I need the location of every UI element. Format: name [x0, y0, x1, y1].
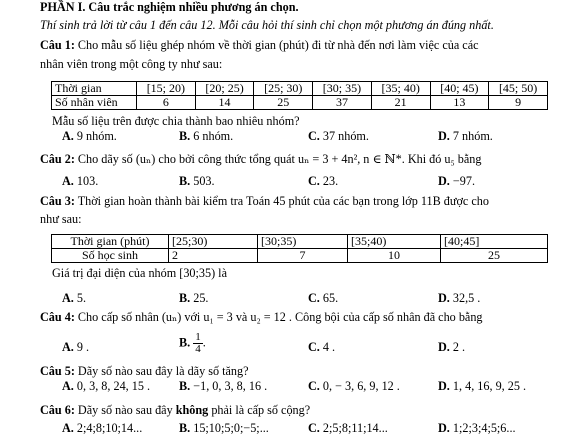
emphasis-not: không: [175, 403, 209, 417]
question-1: [40, 38, 479, 52]
question-1-text: Cho mẫu số liệu ghép nhóm về thời gian (phút) đi từ nhà đến nơi làm việc của các: [74, 38, 479, 52]
question-1-text-cont: nhân viên trong một công ty như sau:: [40, 57, 223, 71]
table-header-cell: Thời gian: [52, 82, 137, 96]
table-row: [52, 96, 548, 110]
option-c[interactable]: C. 2;5;8;11;14...: [308, 421, 388, 435]
option-d[interactable]: D. −97.: [438, 174, 476, 188]
table-cell: [35; 40): [371, 82, 430, 96]
instruction: Thí sinh trả lời từ câu 1 đến câu 12. Mỗi câu hỏi thí sinh chỉ chọn một phương án đúng nhất.: [40, 18, 494, 32]
table-row: [52, 235, 548, 249]
option-a[interactable]: A. 9 nhóm.: [62, 129, 117, 143]
question-5-text: Dãy số nào sau đây là dãy số tăng?: [74, 364, 249, 378]
table-cell: [20; 25): [195, 82, 254, 96]
table-header-cell: Số nhân viên: [52, 96, 137, 110]
option-d[interactable]: D. 7 nhóm.: [438, 129, 493, 143]
option-a[interactable]: A. 103.: [62, 174, 99, 188]
section-heading: PHẦN I. Câu trắc nghiệm nhiều phương án chọn.: [40, 0, 299, 14]
fraction: $\frac{1}{4}$: [195, 331, 201, 355]
option-b[interactable]: B. 25.: [179, 291, 209, 305]
option-a[interactable]: A. 2;4;8;10;14...: [62, 421, 143, 435]
table-cell: 14: [195, 96, 254, 110]
option-d[interactable]: D. 2 .: [438, 340, 466, 354]
question-2-text: Cho dãy số (uₙ) cho bởi công thức tổng quát uₙ = 3 + 4n², n ∈ ℕ*. Khi đó u₅ bằng: [74, 152, 482, 166]
table-cell: 25: [254, 96, 313, 110]
table-cell: 25: [441, 249, 548, 263]
table-cell: 13: [430, 96, 489, 110]
option-b[interactable]: B. 503.: [179, 174, 215, 188]
option-c[interactable]: C. 23.: [308, 174, 339, 188]
question-3: [40, 194, 489, 208]
table-cell: 9: [489, 96, 548, 110]
table-cell: [40; 45): [430, 82, 489, 96]
question-2: [40, 152, 482, 166]
table-cell: [15; 20): [137, 82, 196, 96]
question-4-label: Câu 4:: [40, 310, 75, 324]
table-cell: [30;35): [258, 235, 348, 249]
table-cell: 7: [258, 249, 348, 263]
question-3-label: Câu 3:: [40, 194, 75, 208]
question-3-table: [51, 234, 548, 263]
question-2-label: Câu 2:: [40, 152, 75, 166]
option-b[interactable]: B. $\frac{1}{4}$ .: [179, 331, 206, 355]
table-cell: [35;40): [348, 235, 441, 249]
table-cell: 10: [348, 249, 441, 263]
question-5: [40, 364, 249, 378]
option-a[interactable]: A. 0, 3, 8, 24, 15 .: [62, 379, 151, 393]
table-cell: [30; 35): [313, 82, 372, 96]
question-1-label: Câu 1:: [40, 38, 75, 52]
table-row: [52, 249, 548, 263]
table-cell: [25; 30): [254, 82, 313, 96]
option-b[interactable]: B. −1, 0, 3, 8, 16 .: [179, 379, 268, 393]
option-b[interactable]: B. 15;10;5;0;−5;...: [179, 421, 269, 435]
table-cell: 37: [313, 96, 372, 110]
table-cell: 6: [137, 96, 196, 110]
table-header-cell: Số học sinh: [52, 249, 169, 263]
option-c[interactable]: C. 37 nhóm.: [308, 129, 369, 143]
question-3-prompt: Giá trị đại diện của nhóm [30;35) là: [52, 266, 227, 280]
option-d[interactable]: D. 1;2;3;4;5;6...: [438, 421, 516, 435]
table-cell: 21: [371, 96, 430, 110]
question-1-prompt: Mẫu số liệu trên được chia thành bao nhiêu nhóm?: [52, 114, 300, 128]
question-6: Câu 6: Dãy số nào sau đây không phải là cấp số cộng?: [40, 403, 311, 417]
table-cell: [45; 50): [489, 82, 548, 96]
option-c[interactable]: C. 0, − 3, 6, 9, 12 .: [308, 379, 400, 393]
option-c[interactable]: C. 65.: [308, 291, 339, 305]
question-4: [40, 310, 483, 324]
option-a[interactable]: A. 5.: [62, 291, 87, 305]
question-6-label: Câu 6:: [40, 403, 75, 417]
option-c[interactable]: C. 4 .: [308, 340, 336, 354]
table-cell: [40;45]: [441, 235, 548, 249]
table-cell: [25;30): [169, 235, 258, 249]
question-3-text: Thời gian hoàn thành bài kiểm tra Toán 45 phút của các bạn trong lớp 11B được cho: [74, 194, 489, 208]
table-row: [52, 82, 548, 96]
table-cell: 2: [169, 249, 258, 263]
question-3-text-cont: như sau:: [40, 212, 82, 226]
option-b[interactable]: B. 6 nhóm.: [179, 129, 234, 143]
question-1-table: [51, 81, 548, 110]
option-a[interactable]: A. 9 .: [62, 340, 90, 354]
question-5-label: Câu 5:: [40, 364, 75, 378]
option-d[interactable]: D. 32,5 .: [438, 291, 481, 305]
question-4-text: Cho cấp số nhân (uₙ) với u₁ = 3 và u₂ = 12 . Công bội của cấp số nhân đã cho bằng: [74, 310, 483, 324]
option-d[interactable]: D. 1, 4, 16, 9, 25 .: [438, 379, 527, 393]
table-header-cell: Thời gian (phút): [52, 235, 169, 249]
